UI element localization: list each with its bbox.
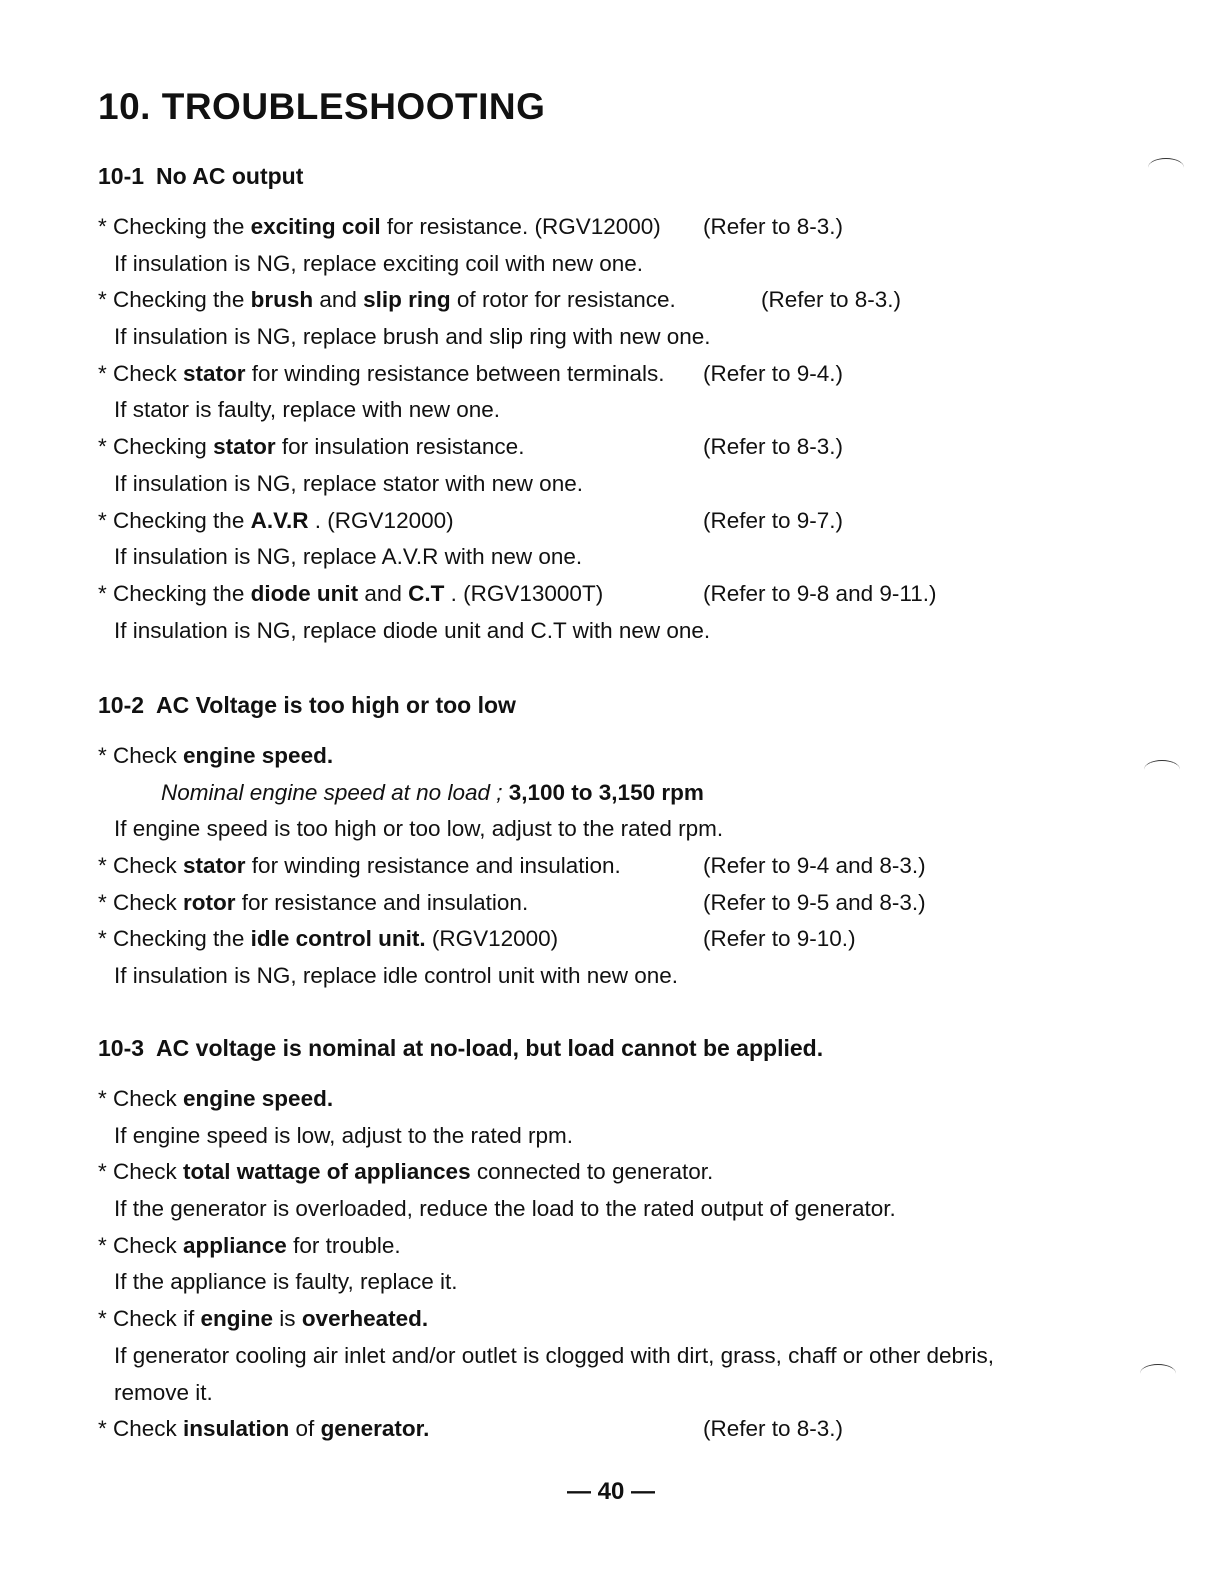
- key-term: brush: [250, 287, 314, 313]
- key-term: slip ring: [363, 287, 451, 313]
- remedy-text: If insulation is NG, replace exciting coil with new one.: [114, 250, 644, 276]
- section-heading: [98, 158, 1158, 195]
- reference-note: (Refer to 8-3.): [703, 434, 844, 460]
- key-term: total wattage of appliances: [183, 1159, 471, 1185]
- key-term: stator: [183, 360, 246, 386]
- key-term: engine speed.: [183, 1086, 334, 1111]
- reference-note: (Refer to 8-3.): [703, 1416, 844, 1442]
- check-item: [98, 1411, 1158, 1448]
- bullet-asterisk: *: [98, 926, 107, 952]
- binding-hole-mark: [1148, 158, 1184, 177]
- check-item: [98, 738, 1158, 775]
- section-heading-text: AC voltage is nominal at no-load, but load cannot be applied.: [156, 1035, 824, 1061]
- section-heading: [98, 1030, 1158, 1067]
- section-number: 10-1: [98, 163, 145, 189]
- spacer: [98, 724, 1158, 738]
- check-item: [98, 209, 1158, 246]
- section-load-cannot-be-applied: [98, 1030, 1158, 1448]
- bullet-asterisk: *: [98, 287, 107, 313]
- key-term: rotor: [183, 889, 236, 915]
- section-number: 10-2: [98, 692, 145, 718]
- bullet-asterisk: *: [98, 360, 107, 386]
- item-text: and: [358, 580, 409, 606]
- item-text: Checking the: [113, 580, 251, 606]
- item-text: (RGV12000): [425, 926, 559, 952]
- item-text: and: [313, 287, 364, 313]
- section-number: 10-3: [98, 1035, 145, 1061]
- remedy-text: If the appliance is faulty, replace it.: [114, 1269, 458, 1295]
- section-heading-text: AC Voltage is too high or too low: [156, 692, 516, 718]
- item-text: for resistance and insulation.: [235, 889, 529, 915]
- check-item: [98, 1154, 1158, 1191]
- check-item: [98, 1081, 1158, 1118]
- spec-label: Nominal engine speed at no load ;: [161, 779, 509, 805]
- item-text: of: [289, 1416, 321, 1442]
- binding-hole-mark: [1140, 1364, 1176, 1383]
- remedy-text: If insulation is NG, replace stator with new one.: [114, 470, 583, 496]
- bullet-asterisk: *: [98, 1159, 107, 1185]
- item-text: Checking the: [113, 287, 251, 313]
- item-text: . (RGV13000T): [444, 580, 604, 606]
- key-term: appliance: [183, 1232, 287, 1258]
- check-item: [98, 282, 1158, 319]
- item-text: . (RGV12000): [308, 507, 454, 533]
- key-term: stator: [183, 853, 246, 879]
- item-text: Check: [113, 1159, 184, 1185]
- key-term: diode unit: [250, 580, 359, 606]
- reference-note: (Refer to 8-3.): [761, 287, 902, 313]
- key-term: stator: [213, 434, 276, 460]
- check-item: [98, 885, 1158, 922]
- key-term: A.V.R: [250, 507, 309, 533]
- item-text: for trouble.: [286, 1232, 401, 1258]
- key-term: idle control unit.: [250, 926, 426, 952]
- remedy-text: If insulation is NG, replace brush and slip ring with new one.: [114, 324, 711, 350]
- item-text: Check: [113, 360, 184, 386]
- reference-note: (Refer to 9-8 and 9-11.): [703, 580, 937, 606]
- reference-note: (Refer to 9-7.): [703, 507, 844, 533]
- bullet-asterisk: *: [98, 743, 107, 768]
- reference-note: (Refer to 9-4.): [703, 360, 844, 386]
- bullet-asterisk: *: [98, 1086, 107, 1111]
- bullet-asterisk: *: [98, 214, 107, 239]
- page-title: 10. TROUBLESHOOTING: [98, 86, 546, 127]
- item-text: connected to generator.: [470, 1159, 714, 1185]
- reference-note: (Refer to 9-5 and 8-3.): [703, 889, 926, 915]
- item-text: Check: [113, 889, 184, 915]
- reference-note: (Refer to 9-10.): [703, 926, 856, 952]
- section-heading: [98, 687, 1158, 724]
- spacer: [98, 195, 1158, 209]
- spec-line: [98, 775, 1158, 812]
- remedy-text: If the generator is overloaded, reduce the load to the rated output of generator.: [114, 1196, 896, 1222]
- remedy-text: If insulation is NG, replace idle control unit with new one.: [114, 963, 679, 989]
- check-item: [98, 429, 1158, 466]
- key-term: overheated.: [301, 1306, 429, 1332]
- bullet-asterisk: *: [98, 507, 107, 533]
- reference-note: (Refer to 8-3.): [703, 214, 844, 239]
- item-text: is: [273, 1306, 302, 1332]
- bullet-asterisk: *: [98, 889, 107, 915]
- item-text: for winding resistance and insulation.: [245, 853, 621, 879]
- remedy-text: If engine speed is low, adjust to the rated rpm.: [114, 1122, 574, 1148]
- remedy-text: If insulation is NG, replace diode unit and C.T with new one.: [114, 617, 711, 643]
- item-text: Check: [113, 743, 184, 768]
- item-text: Check: [113, 1232, 184, 1258]
- section-no-ac-output: [98, 158, 1158, 649]
- check-item: [98, 1301, 1158, 1338]
- remedy-text: If stator is faulty, replace with new one.: [114, 397, 501, 423]
- remedy-text: remove it.: [114, 1379, 213, 1405]
- check-item: [98, 503, 1158, 540]
- item-text: Checking the: [113, 214, 251, 239]
- check-item: [98, 356, 1158, 393]
- check-item: [98, 848, 1158, 885]
- key-term: C.T: [408, 580, 445, 606]
- check-item: [98, 1228, 1158, 1265]
- key-term: engine speed.: [183, 743, 334, 768]
- item-text: Check: [113, 853, 184, 879]
- item-text: Checking the: [113, 926, 251, 952]
- section-heading-text: No AC output: [156, 163, 304, 189]
- check-item: [98, 921, 1158, 958]
- item-text: of rotor for resistance.: [450, 287, 676, 313]
- item-text: for insulation resistance.: [275, 434, 525, 460]
- key-term: exciting coil: [250, 214, 381, 239]
- spacer: [98, 1067, 1158, 1081]
- reference-note: (Refer to 9-4 and 8-3.): [703, 853, 926, 879]
- key-term: engine: [200, 1306, 274, 1332]
- key-term: insulation: [183, 1416, 290, 1442]
- check-item: [98, 576, 1158, 613]
- bullet-asterisk: *: [98, 1416, 107, 1442]
- item-text: Checking the: [113, 507, 251, 533]
- remedy-text: If insulation is NG, replace A.V.R with new one.: [114, 544, 583, 570]
- item-text: Check if: [113, 1306, 201, 1332]
- key-term: generator.: [320, 1416, 430, 1442]
- section-ac-voltage-high-low: [98, 687, 1158, 995]
- remedy-text: If engine speed is too high or too low, adjust to the rated rpm.: [114, 816, 724, 842]
- spec-value: 3,100 to 3,150 rpm: [508, 779, 704, 805]
- binding-hole-mark: [1144, 760, 1180, 779]
- bullet-asterisk: *: [98, 434, 107, 460]
- item-text: Checking: [113, 434, 214, 460]
- bullet-asterisk: *: [98, 1306, 107, 1332]
- item-text: Check: [113, 1416, 184, 1442]
- bullet-asterisk: *: [98, 1232, 107, 1258]
- remedy-text: If generator cooling air inlet and/or outlet is clogged with dirt, grass, chaff or other debris,: [114, 1342, 995, 1368]
- item-text: for winding resistance between terminals.: [245, 360, 665, 386]
- bullet-asterisk: *: [98, 580, 107, 606]
- item-text: Check: [113, 1086, 184, 1111]
- page-number: — 40 —: [566, 1478, 656, 1505]
- bullet-asterisk: *: [98, 853, 107, 879]
- item-text: for resistance. (RGV12000): [380, 214, 661, 239]
